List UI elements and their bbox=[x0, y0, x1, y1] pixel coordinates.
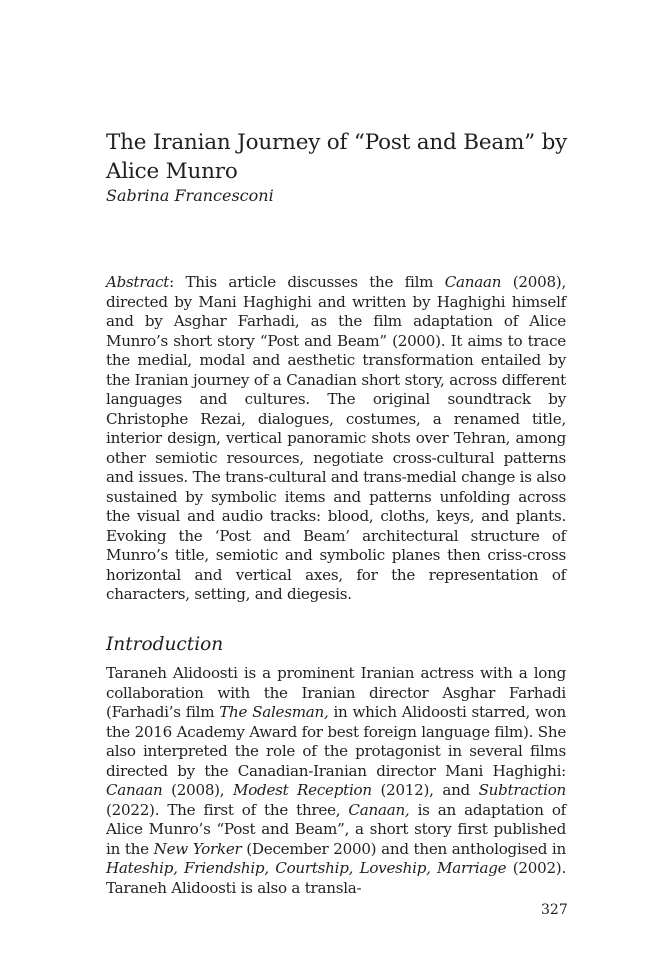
abstract-label: Abstract bbox=[106, 273, 170, 291]
film-title-subtraction: Subtraction bbox=[478, 781, 567, 799]
abstract-paragraph bbox=[106, 273, 566, 605]
article-author: Sabrina Francesconi bbox=[106, 186, 274, 205]
book-title: Hateship, Friendship, Courtship, Loveship, Marriage bbox=[106, 859, 507, 877]
film-title-canaan: Canaan bbox=[444, 273, 502, 291]
article-title: The Iranian Journey of “Post and Beam” by Alice Munro bbox=[106, 130, 568, 184]
intro-text-part: is an adaptation of Alice Munro’s “Post and Beam”, a short story first published in the bbox=[106, 800, 566, 858]
abstract-text-part: This article discusses the film bbox=[185, 273, 445, 291]
abstract-label-separator: : bbox=[169, 273, 186, 291]
intro-text-part: (2002). Taraneh Alidoosti is also a transla- bbox=[106, 859, 566, 897]
introduction-paragraph bbox=[106, 664, 566, 898]
intro-text-part: (2008), bbox=[162, 781, 233, 799]
film-title-canaan: Canaan, bbox=[348, 800, 410, 819]
intro-text-part: (2012), and bbox=[371, 781, 479, 799]
magazine-title-new-yorker: New Yorker bbox=[153, 839, 242, 858]
film-title-modest-reception: Modest Reception bbox=[232, 781, 372, 799]
abstract-text-part: (2008), directed by Mani Haghighi and written by Haghighi himself and by Asghar Farhadi, as the film adaptation of Alice Munro’s short story “Post and Beam” (2000). It aims to trace the medial, modal and aesthetic transformation entailed by the Iranian journey of a Canadian short story, across different languages and cultures. The original soundtrack by Christophe Rezai, dialogues, costumes, a renamed title, interior design, vertical panoramic shots over Tehran, among other semiotic resources, negotiate cross-cultural patterns and issues. The trans-cultural and trans-medial change is also sustained by symbolic items and patterns unfolding across the visual and audio tracks: blood, cloths, keys, and plants. Evoking the ‘Post and Beam’ architectural structure of Munro’s title, semiotic and symbolic planes then criss-cross horizontal and vertical axes, for the representation of characters, setting, and diegesis. bbox=[106, 273, 566, 603]
intro-text-part: (December 2000) and then anthologised in bbox=[241, 839, 566, 858]
film-title-canaan: Canaan bbox=[106, 781, 163, 799]
intro-text-part: Taraneh Alidoosti is a prominent Iranian actress with a long collaboration with the Iranian director Asghar Farhadi (Farhadi’s film bbox=[106, 664, 566, 721]
section-heading-introduction: Introduction bbox=[106, 634, 224, 655]
intro-text-part: in which Alidoosti starred, won the 2016 Academy Award for best foreign language film). She also interpreted the role of the protagonist in several films directed by the Canadian-Iranian director Mani Haghighi: bbox=[106, 703, 567, 780]
intro-text-part: (2022). The first of the three, bbox=[106, 800, 349, 819]
page-number: 327 bbox=[541, 902, 568, 918]
film-title-the-salesman: The Salesman, bbox=[219, 703, 329, 721]
